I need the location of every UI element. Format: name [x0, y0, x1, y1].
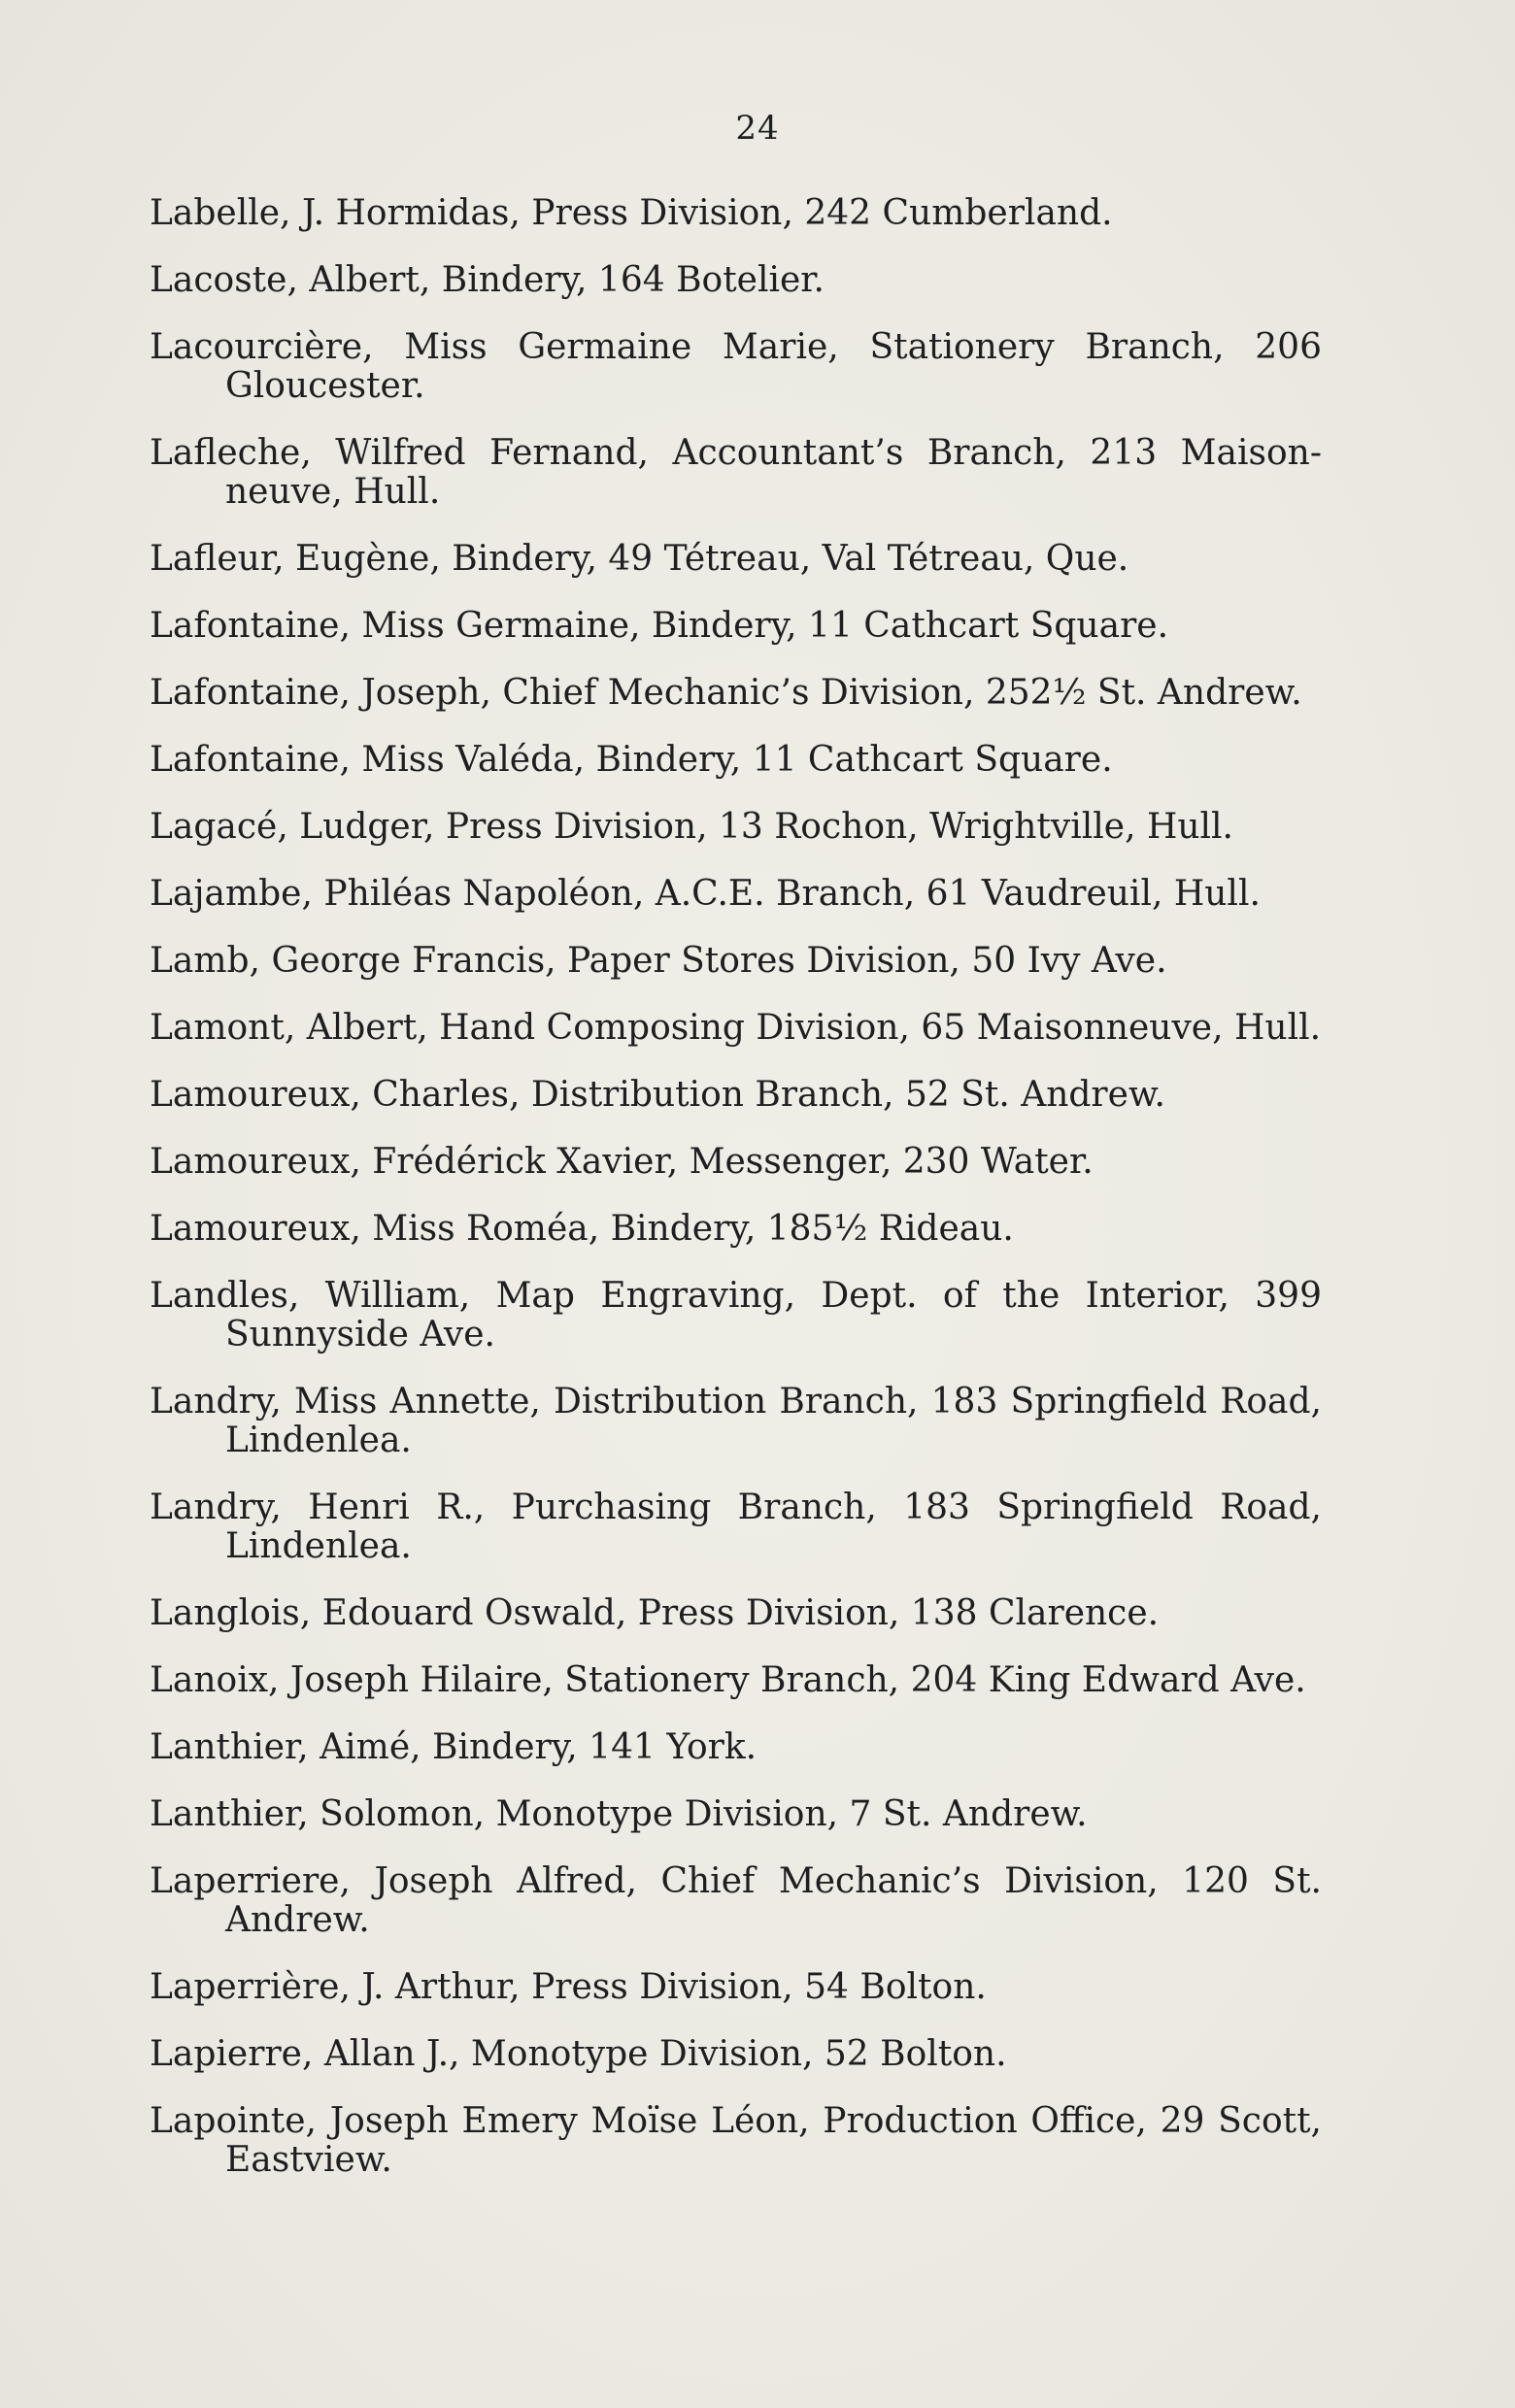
directory-entry: Lapointe, Joseph Emery Moïse Léon, Production Office, 29 Scott, Eastview. — [150, 2101, 1322, 2180]
directory-entry: Lanthier, Solomon, Monotype Division, 7 St. Andrew. — [150, 1794, 1088, 1834]
directory-entry: Labelle, J. Hormidas, Press Division, 242 Cumberland. — [150, 193, 1113, 233]
directory-entry-list — [150, 194, 1322, 2208]
directory-entry: Lanthier, Aimé, Bindery, 141 York. — [150, 1727, 758, 1767]
directory-entry: Landry, Miss Annette, Distribution Branch, 183 Springfield Road, Lindenlea. — [150, 1382, 1322, 1460]
directory-entry: Lanoix, Joseph Hilaire, Stationery Branch, 204 King Edward Ave. — [150, 1660, 1306, 1700]
directory-entry: Lamb, George Francis, Paper Stores Division, 50 Ivy Ave. — [150, 941, 1167, 981]
directory-entry: Lafleche, Wilfred Fernand, Accountant’s Branch, 213 Maison-neuve, Hull. — [150, 433, 1322, 512]
directory-entry: Lamont, Albert, Hand Composing Division, 65 Maisonneuve, Hull. — [150, 1008, 1322, 1048]
directory-entry: Lagacé, Ludger, Press Division, 13 Rochon, Wrightville, Hull. — [150, 807, 1233, 847]
directory-entry: Lafontaine, Miss Germaine, Bindery, 11 Cathcart Square. — [150, 606, 1169, 646]
page-number: 24 — [735, 109, 780, 148]
directory-entry: Laperrière, J. Arthur, Press Division, 54 Bolton. — [150, 1967, 987, 2007]
directory-entry: Lapierre, Allan J., Monotype Division, 52 Bolton. — [150, 2034, 1007, 2074]
directory-entry: Landles, William, Map Engraving, Dept. of the Interior, 399 Sunnyside Ave. — [150, 1276, 1322, 1354]
directory-entry: Lamoureux, Frédérick Xavier, Messenger, 230 Water. — [150, 1142, 1094, 1182]
directory-entry: Lamoureux, Charles, Distribution Branch, 52 St. Andrew. — [150, 1075, 1165, 1115]
directory-entry: Lajambe, Philéas Napoléon, A.C.E. Branch, 61 Vaudreuil, Hull. — [150, 874, 1261, 914]
directory-entry: Langlois, Edouard Oswald, Press Division, 138 Clarence. — [150, 1593, 1160, 1633]
directory-entry: Lafontaine, Joseph, Chief Mechanic’s Division, 252½ St. Andrew. — [150, 673, 1302, 713]
directory-entry: Lamoureux, Miss Roméa, Bindery, 185½ Rideau. — [150, 1209, 1014, 1249]
directory-entry: Laperriere, Joseph Alfred, Chief Mechanic’s Division, 120 St. Andrew. — [150, 1861, 1322, 1940]
directory-entry: Landry, Henri R., Purchasing Branch, 183 Springfield Road, Lindenlea. — [150, 1488, 1322, 1566]
directory-entry: Lacoste, Albert, Bindery, 164 Botelier. — [150, 260, 825, 300]
directory-entry: Lafontaine, Miss Valéda, Bindery, 11 Cathcart Square. — [150, 740, 1113, 780]
directory-entry: Lacourcière, Miss Germaine Marie, Stationery Branch, 206 Gloucester. — [150, 327, 1322, 406]
directory-entry: Lafleur, Eugène, Bindery, 49 Tétreau, Val Tétreau, Que. — [150, 539, 1129, 579]
